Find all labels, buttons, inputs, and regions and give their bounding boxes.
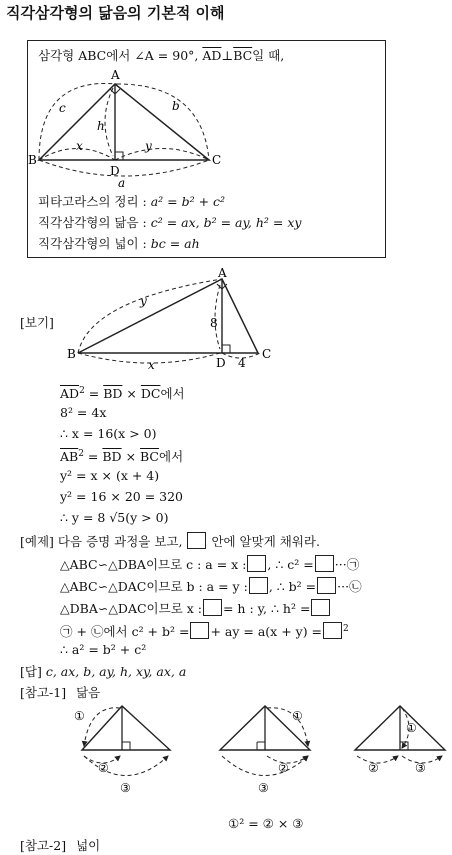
box-triangle-diagram — [27, 62, 257, 192]
mark-3: ③ — [258, 781, 269, 795]
bogi-label: [보기] — [20, 315, 54, 330]
answer-text: c, ax, b, ay, h, xy, ax, a — [45, 664, 187, 679]
bogi-line-2: 8² = 4x — [60, 405, 107, 420]
label-side-b: b — [172, 99, 180, 113]
arc-a — [39, 160, 209, 176]
example-proof-2: △ABC∽△DAC이므로 b : a = y : , ∴ b² = ···㉡ — [60, 579, 362, 594]
mark-nieun: ㉡ — [349, 579, 362, 594]
blank-5[interactable] — [203, 599, 222, 616]
label-side-a: a — [118, 176, 126, 190]
label-y: y — [145, 139, 152, 153]
mark-2: ② — [98, 761, 109, 775]
label-b: B — [28, 153, 37, 167]
mark-2: ② — [368, 761, 379, 775]
label-b: B — [67, 347, 76, 361]
label-x: x — [148, 358, 155, 372]
label-c: C — [262, 347, 272, 361]
ref2-heading: [참고-2] 넓이 — [20, 838, 101, 853]
mark-1: ① — [74, 709, 85, 723]
blank-4[interactable] — [317, 577, 336, 594]
mark-3: ③ — [120, 781, 131, 795]
right-angle-mark-d — [222, 345, 230, 353]
similarity-line: 직각삼각형의 닮음 : c² = ax, b² = ay, h² = xy — [38, 215, 302, 230]
label-d: D — [110, 164, 120, 178]
label-h-8: 8 — [210, 316, 218, 330]
blank-1[interactable] — [247, 555, 266, 572]
bogi-line-6: y² = 16 × 20 = 320 — [60, 489, 184, 504]
example-proof-4: ㉠ + ㉡에서 c² + b² = + ay = a(x + y) = $^2$ — [60, 623, 349, 639]
label-d: D — [216, 356, 226, 370]
label-c: C — [212, 153, 222, 167]
mark-3: ③ — [415, 761, 426, 775]
label-a: A — [218, 266, 227, 280]
mark-giyeok: ㉠ — [60, 624, 73, 639]
arc-h — [105, 88, 113, 156]
label-h: h — [97, 119, 105, 133]
page-title: 직각삼각형의 닮음의 기본적 이해 — [6, 4, 225, 22]
answer-line — [20, 662, 186, 680]
blank-box[interactable] — [187, 532, 206, 549]
mark-1: ① — [292, 709, 303, 723]
bogi-line-3: ∴ x = 16(x > 0) — [60, 426, 157, 441]
label-y: y — [140, 294, 147, 308]
bogi-line-4: $\overline{AB}^2 = \overline{BD} \times \overline{BC}$에서 — [60, 448, 184, 464]
blank-8[interactable] — [323, 622, 342, 639]
answer-label: [답] — [20, 664, 42, 679]
pythagoras-line: 피타고라스의 정리 : a² = b² + c² — [38, 194, 226, 209]
label-a: A — [111, 68, 120, 82]
right-angle-mark-d — [115, 152, 123, 160]
label-x: x — [76, 139, 83, 153]
mark-2: ② — [278, 761, 289, 775]
blank-7[interactable] — [190, 622, 209, 639]
ref1-formula: ①² = ② × ③ — [228, 816, 304, 831]
triangle-abc — [39, 84, 209, 160]
blank-6[interactable] — [311, 599, 330, 616]
bogi-triangle-diagram — [60, 265, 272, 375]
blank-3[interactable] — [249, 577, 268, 594]
example-instruction: [예제] 다음 증명 과정을 보고, 안에 알맞게 채워라. — [20, 534, 320, 549]
bogi-line-7: ∴ y = 8 √5(y > 0) — [60, 510, 169, 525]
mark-1: ① — [406, 721, 417, 735]
similarity-diagram-1 — [74, 706, 170, 795]
similarity-diagram-2 — [220, 706, 310, 795]
ref1-similarity-diagrams — [60, 700, 440, 800]
bogi-line-1: $\overline{AD}^2 = \overline{BD} \times \overline{DC}$에서 — [60, 385, 185, 401]
ref1-heading: [참고-1] 닮음 — [20, 685, 101, 700]
example-proof-5: ∴ a² = b² + c² — [60, 642, 147, 657]
label-dc-4: 4 — [238, 356, 246, 370]
box-condition: 삼각형 ABC에서 ∠A = 90°, $\overline{AD}\perp\overline{BC}$일 때, — [38, 48, 285, 63]
bogi-line-5: y² = x × (x + 4) — [60, 468, 160, 483]
label-side-c: c — [59, 101, 66, 115]
mark-nieun: ㉡ — [90, 624, 104, 639]
example-proof-1: △ABC∽△DBA이므로 c : a = x : , ∴ c² = ···㉠ — [60, 557, 360, 572]
similarity-diagram-3 — [355, 706, 445, 775]
blank-2[interactable] — [315, 555, 334, 572]
example-proof-3: △DBA∽△DAC이므로 x : = h : y, ∴ h² = — [60, 599, 331, 617]
area-line: 직각삼각형의 넓이 : bc = ah — [38, 236, 200, 251]
example-label: [예제] — [20, 534, 54, 549]
mark-giyeok: ㉠ — [346, 557, 360, 572]
arc-y — [115, 149, 209, 161]
